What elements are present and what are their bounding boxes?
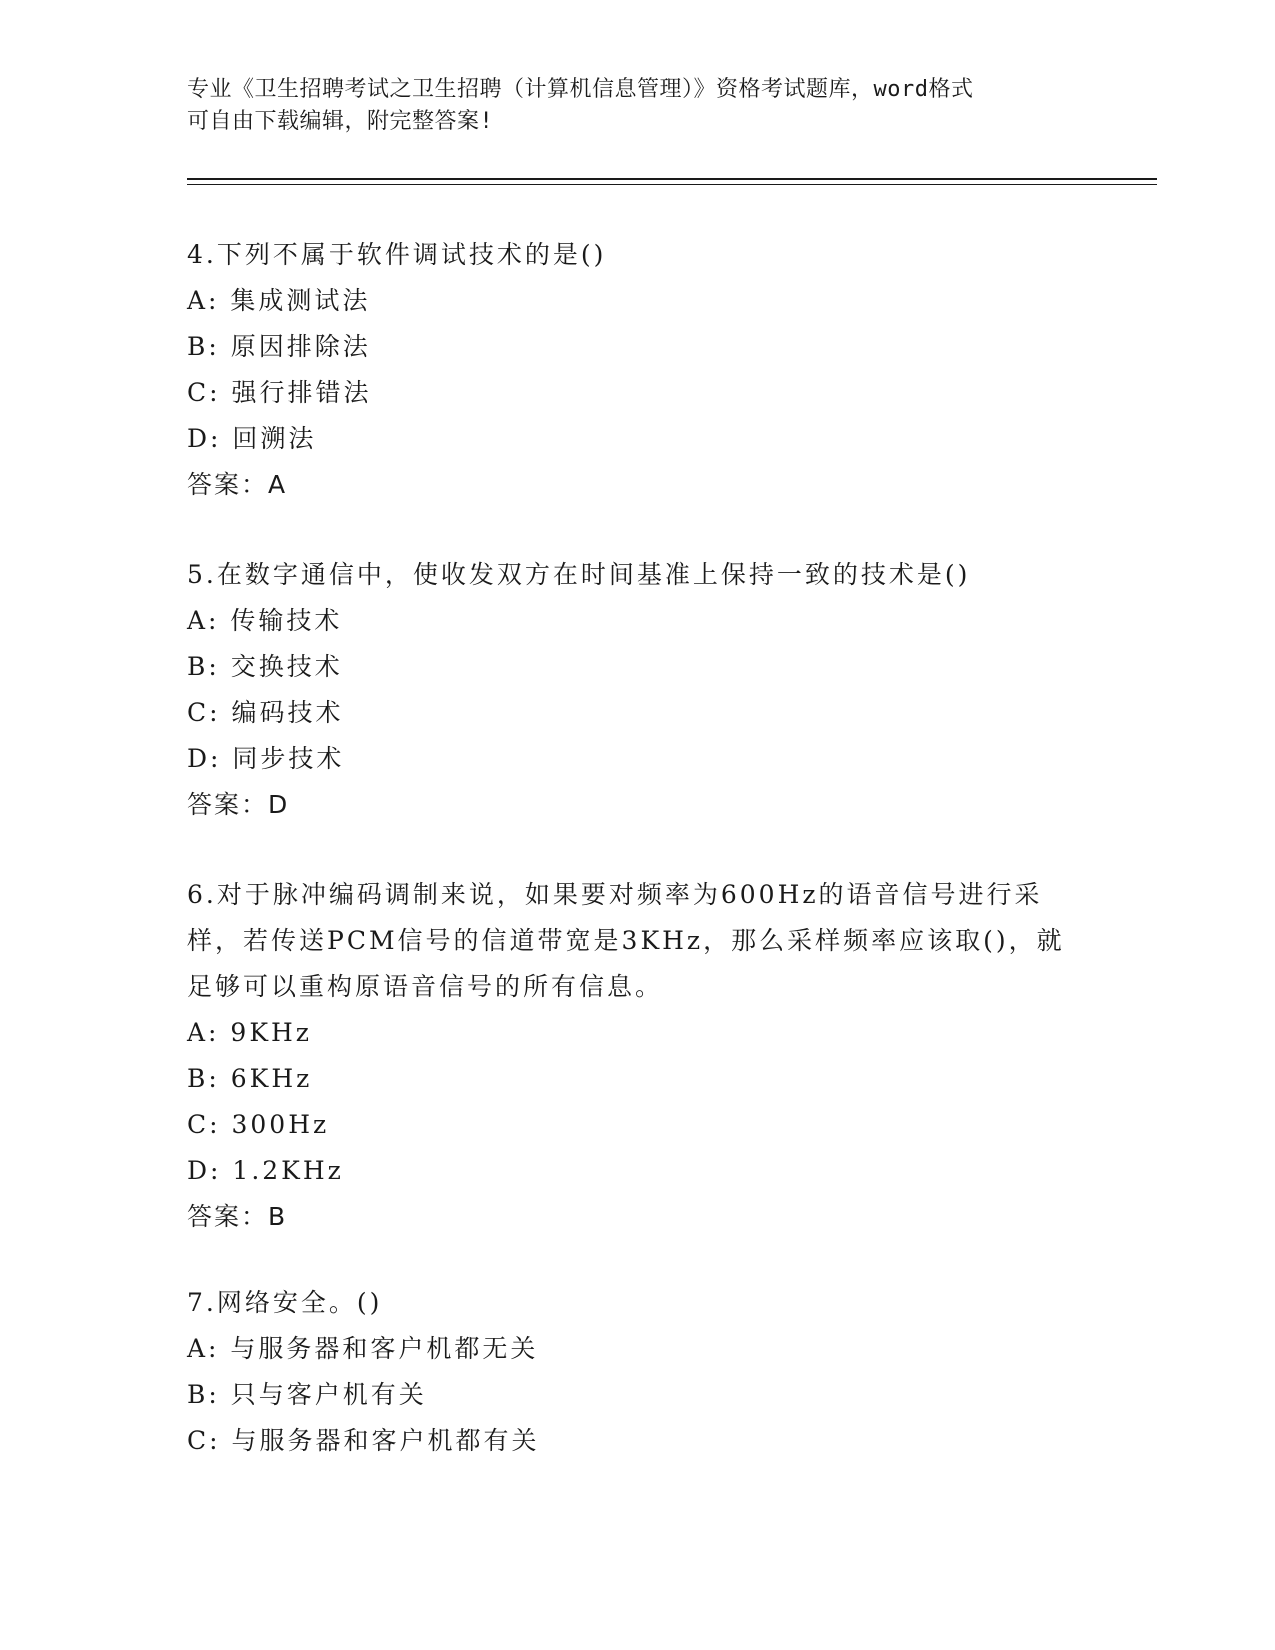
- option-b: B: 只与客户机有关: [187, 1380, 427, 1409]
- header-line-2: 可自由下载编辑，附完整答案!: [187, 109, 494, 134]
- option-d: D: 1.2KHz: [187, 1156, 344, 1185]
- option-a: A: 传输技术: [187, 606, 343, 635]
- header-divider-thin: [187, 184, 1157, 185]
- header-line-1: 专业《卫生招聘考试之卫生招聘（计算机信息管理）》资格考试题库，word格式: [187, 77, 974, 102]
- option-c: C: 编码技术: [187, 698, 344, 727]
- option-a: A: 集成测试法: [187, 286, 371, 315]
- option-d: D: 回溯法: [187, 424, 317, 453]
- option-c: C: 与服务器和客户机都有关: [187, 1426, 540, 1455]
- option-a: A: 9KHz: [187, 1018, 312, 1047]
- question-stem: 4.下列不属于软件调试技术的是(): [187, 240, 607, 269]
- header-divider-thick: [187, 178, 1157, 180]
- option-b: B: 原因排除法: [187, 332, 371, 361]
- question-stem: 5.在数字通信中，使收发双方在时间基准上保持一致的技术是(): [187, 560, 971, 589]
- question-block-4: [187, 232, 1087, 508]
- option-a: A: 与服务器和客户机都无关: [187, 1334, 539, 1363]
- question-stem: 7.网络安全。(): [187, 1288, 383, 1317]
- question-stem-line-1: 6.对于脉冲编码调制来说，如果要对频率为600Hz的语音信号进行采: [187, 880, 1043, 909]
- option-c: C: 300Hz: [187, 1110, 330, 1139]
- option-b: B: 6KHz: [187, 1064, 313, 1093]
- document-header: [187, 74, 1087, 138]
- option-c: C: 强行排错法: [187, 378, 372, 407]
- question-stem-line-3: 足够可以重构原语音信号的所有信息。: [187, 972, 664, 1001]
- answer-label: 答案：D: [187, 790, 290, 819]
- question-stem-line-2: 样，若传送PCM信号的信道带宽是3KHz，那么采样频率应该取()，就: [187, 926, 1065, 955]
- answer-label: 答案：A: [187, 470, 288, 499]
- option-d: D: 同步技术: [187, 744, 345, 773]
- option-b: B: 交换技术: [187, 652, 343, 681]
- question-block-7: [187, 1280, 1087, 1464]
- answer-label: 答案：B: [187, 1202, 288, 1231]
- question-block-6: [187, 872, 1087, 1240]
- question-block-5: [187, 552, 1087, 828]
